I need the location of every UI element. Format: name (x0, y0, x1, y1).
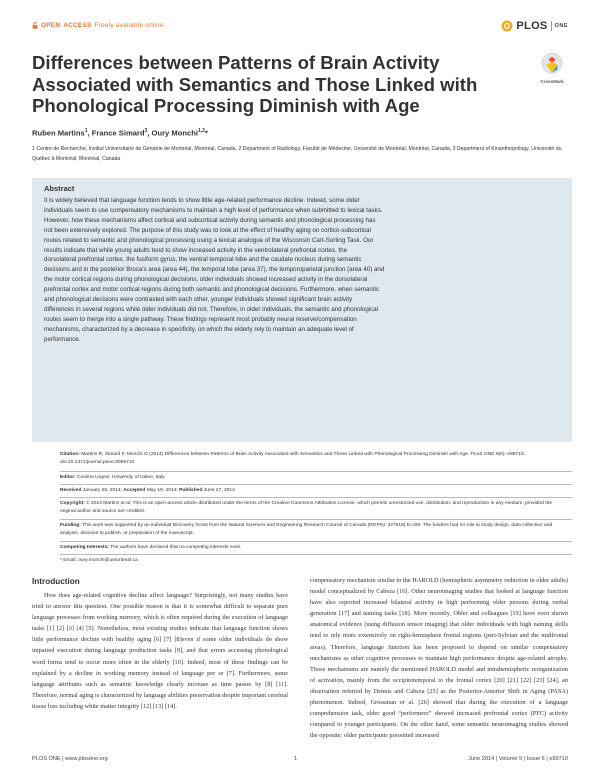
abstract-line: performance. (44, 335, 81, 343)
intro-paragraph: compensatory mechanism similar to the HAROLD (hemispheric asymmetry reduction in older adults) model conceptualized by Cabeza [16]. Other neuroimaging studies that looked at language function have also reported increased bilateral activity in high performing older persons during verbal generation [17] and naming tasks [18]. More recently, Obler and colleagues [19] have even shown anatomical evidence (using diffusion tensor imaging) that older individuals with high naming skills tend to rely more extensively on right-hemisphere frontal regions (peri-Sylvian and the midfrontal areas). Therefore, language function has been proposed to depend on similar compensatory mechanisms as other cognitive processes to maintain high performance despite age-related atrophy. Those mechanisms are namely the mentioned HAROLD model and intrahemispheric reorganization of activation, mainly from the occipitotemporal to the frontal cortex [20] [21] [22] [23] [24], an observation referred by Dennis and Cabeza [25] as the Posterior-Anterior Shift in Aging (PASA) phenomenon. Indeed, Grossman et al. [26] showed that during the execution of a language comprehension task, older good “performers” showed increased prefrontal cortex (PFC) activity compared to younger participants. On the other hand, some semantic neuroimaging studies showed the opposite: older participants presented increased (310, 577, 568, 740)
copyright-label: Copyright: (60, 501, 85, 506)
abstract-line: the motor cortical regions during phonological decisions, older individuals showed increased activity in the dorsolateral (44, 276, 368, 284)
abstract-line: dorsolateral prefrontal cortex, the fusiform gyrus, the ventral temporal lobe and the caudate nucleus during semantic (44, 256, 362, 264)
open-access-banner (32, 22, 164, 29)
abstract-box (32, 178, 572, 442)
copyright-text: © 2014 Martins et al. This is an open-access article distributed under the terms of the Creative Commons Attribution License, which permits unrestricted use, distribution, and reproduction in any medium, provided the original author and source are credited. (60, 501, 553, 515)
meta-divider (60, 484, 572, 485)
meta-divider (60, 497, 572, 498)
abstract-line: not been extensively explored. The purpose of this study was to look at the effect of healthy aging on cortico-subcortical (44, 226, 371, 234)
abstract-line: decisions and in the posterior Broca's area (area 44), the temporal lobe (area 37), the temporoparietal junction (area 40) and (44, 266, 385, 274)
open-lock-icon (32, 22, 38, 29)
copyright (60, 500, 560, 516)
published-date: June 27, 2014 (203, 488, 235, 493)
abstract-line: routes related to semantic and phonological processing using a lexical analogue of the Wisconsin Cart-Sorting Task. Our (44, 236, 374, 244)
crossmark-icon (541, 52, 563, 78)
received-label: Received (60, 488, 82, 493)
email-text[interactable]: * Email: oury.monchi@umontreal.ca (60, 558, 138, 563)
freely-available-label: Freely available online (94, 22, 164, 29)
author-affiliation-sup: 1,2 (197, 128, 205, 134)
funding (60, 522, 560, 538)
author-separator: , (147, 128, 152, 138)
citation (60, 451, 560, 467)
abstract-line: individuals seem to use compensatory mechanisms to maintain a high level of performance when submitted to lexical tasks. (44, 206, 383, 214)
competing-interests (60, 544, 560, 552)
meta-divider (60, 554, 572, 555)
accepted-label: Accepted (123, 488, 146, 493)
author-list (32, 128, 208, 138)
meta-divider (60, 519, 572, 520)
journal-header (32, 22, 568, 38)
accepted-date: May 19, 2014; (146, 488, 178, 493)
author-affiliation-sup: 1 (84, 128, 88, 134)
abstract-line: results indicate that while young adults tend to show increased activity in the ventrolateral prefrontal cortex, the (44, 246, 348, 254)
abstract-line: It is widely believed that language function tends to show little age-related performance decline. Indeed, some older (44, 197, 360, 204)
editor-text: Cosimo Urgesi, University of Udine, Italy (77, 475, 165, 480)
crossmark-label: CrossMark (540, 79, 564, 84)
page-number: 1 (294, 756, 298, 762)
editor-label: Editor: (60, 475, 76, 480)
article-title: Differences between Patterns of Brain Activity Associated with Semantics and Those Linked with Phonological Processing Diminish with Age (32, 52, 478, 116)
competing-text: The authors have declared that no competing interests exist. (110, 545, 242, 550)
open-access-label: OPEN (41, 22, 61, 29)
meta-divider (60, 471, 572, 472)
corresponding-author-mark: * (204, 128, 208, 138)
right-column (310, 575, 568, 741)
citation-text[interactable]: Martins R, Simard F, Monchi O (2014) Differences between Patterns of Brain Activity Associated with Semantics and Those Linked with Phonological Processing Diminish with Age. PLoS ONE 9(6): e99710. doi:10.1371/journal.pone.0099710 (60, 452, 525, 466)
author-name[interactable]: Oury Monchi (151, 128, 198, 138)
author-name[interactable]: Ruben Martins (32, 128, 85, 138)
abstract-line: prefrontal cortex and motor cortical regions during both semantic and phonological decisions. Furthermore, when semantic (44, 286, 379, 294)
author-separator: , (87, 128, 92, 138)
intro-paragraph: How does age-related cognitive decline affect language? Surprisingly, not many studies have tried to answer this question. One possible reason is that it is somewhat difficult to separate pure language processes from working memory, which is often required during the execution of language tasks [1] [2] [3] [4] [5]. Nonetheless, most existing studies indicate that language function shows little performance decline with healthy aging [6] [7] [8]even if some older individuals do show impaired execution during language production tasks [9], and that errors accessing phonological word forms tend to occur more often in the elderly [10]. Indeed, most of these findings can be explained by a decline in working memory instead of language per se [7]. Furthermore, some language attributes such as semantic knowledge clearly increase as time passes by [8] [11]. Therefore, normal aging is characterized by language abilities preservation despite important cerebral tissue loss including white matter integrity [12] [13] [14]. (32, 592, 288, 710)
funding-label: Funding: (60, 523, 81, 528)
abstract-heading: Abstract (44, 184, 75, 193)
abstract-line: However, how these mechanisms affect cortical and subcortical activity during semantic and phonological processing has (44, 216, 376, 224)
received-date: January 26, 2014; (82, 488, 122, 493)
abstract-line: and phonological decisions were contrasted with each other, younger individuals showed significant brain activity (44, 296, 353, 304)
competing-label: Competing Interests: (60, 545, 109, 550)
abstract-body (44, 196, 562, 345)
citation-label: Citation: (60, 452, 80, 457)
affiliations: 1 Centre de Recherche, Institut Universitaire de Gériatrie de Montréal, Montréal, Canada, 2 Department of Radiology, Faculté de Médecine, Université de Montréal, Montréal, Canada, 3 Department of Kinanthropology, Université du Québec à Montréal, Montréal, Canada (32, 146, 562, 162)
one-wordmark: ONE (554, 23, 568, 29)
meta-divider (60, 541, 572, 542)
corresponding-email (60, 557, 560, 565)
plos-one-logo[interactable] (501, 20, 568, 32)
footer-issue: June 2014 | Volume 9 | Issue 6 | e99710 (468, 756, 568, 762)
dates (60, 487, 560, 495)
published-label: Published (179, 488, 203, 493)
introduction-heading: Introduction (32, 577, 80, 586)
editor (60, 474, 560, 482)
plos-wordmark: PLOS (516, 20, 548, 32)
author-name[interactable]: France Simard (91, 128, 145, 138)
abstract-line: differences in several regions while older individuals did not. Therefore, in older individuals, the semantic and phonological (44, 305, 379, 313)
logo-divider (551, 21, 552, 31)
crossmark-badge[interactable] (532, 52, 572, 84)
footer-journal[interactable]: PLOS ONE | www.plosone.org (32, 756, 108, 762)
author-affiliation-sup: 3 (144, 128, 148, 134)
plos-logo-icon (501, 20, 513, 32)
abstract-line: routes seem to merge into a single pathway. These findings represent most probably neural reserve/compensation (44, 315, 357, 323)
access-label: ACCESS (63, 22, 92, 29)
left-column (32, 590, 288, 712)
abstract-line: mechanisms, characterized by a decrease in specificity, on which the elderly rely to maintain an adequate level of (44, 325, 354, 333)
funding-text: This work was supported by an individual Discovery Grant from the Natural Sciences and Engineering Research Council of Canada (RGPIN: 327518) to OM. The funders had no role in study design, data collection and analysis, decision to publish, or preparation of the manuscript. (60, 523, 553, 537)
